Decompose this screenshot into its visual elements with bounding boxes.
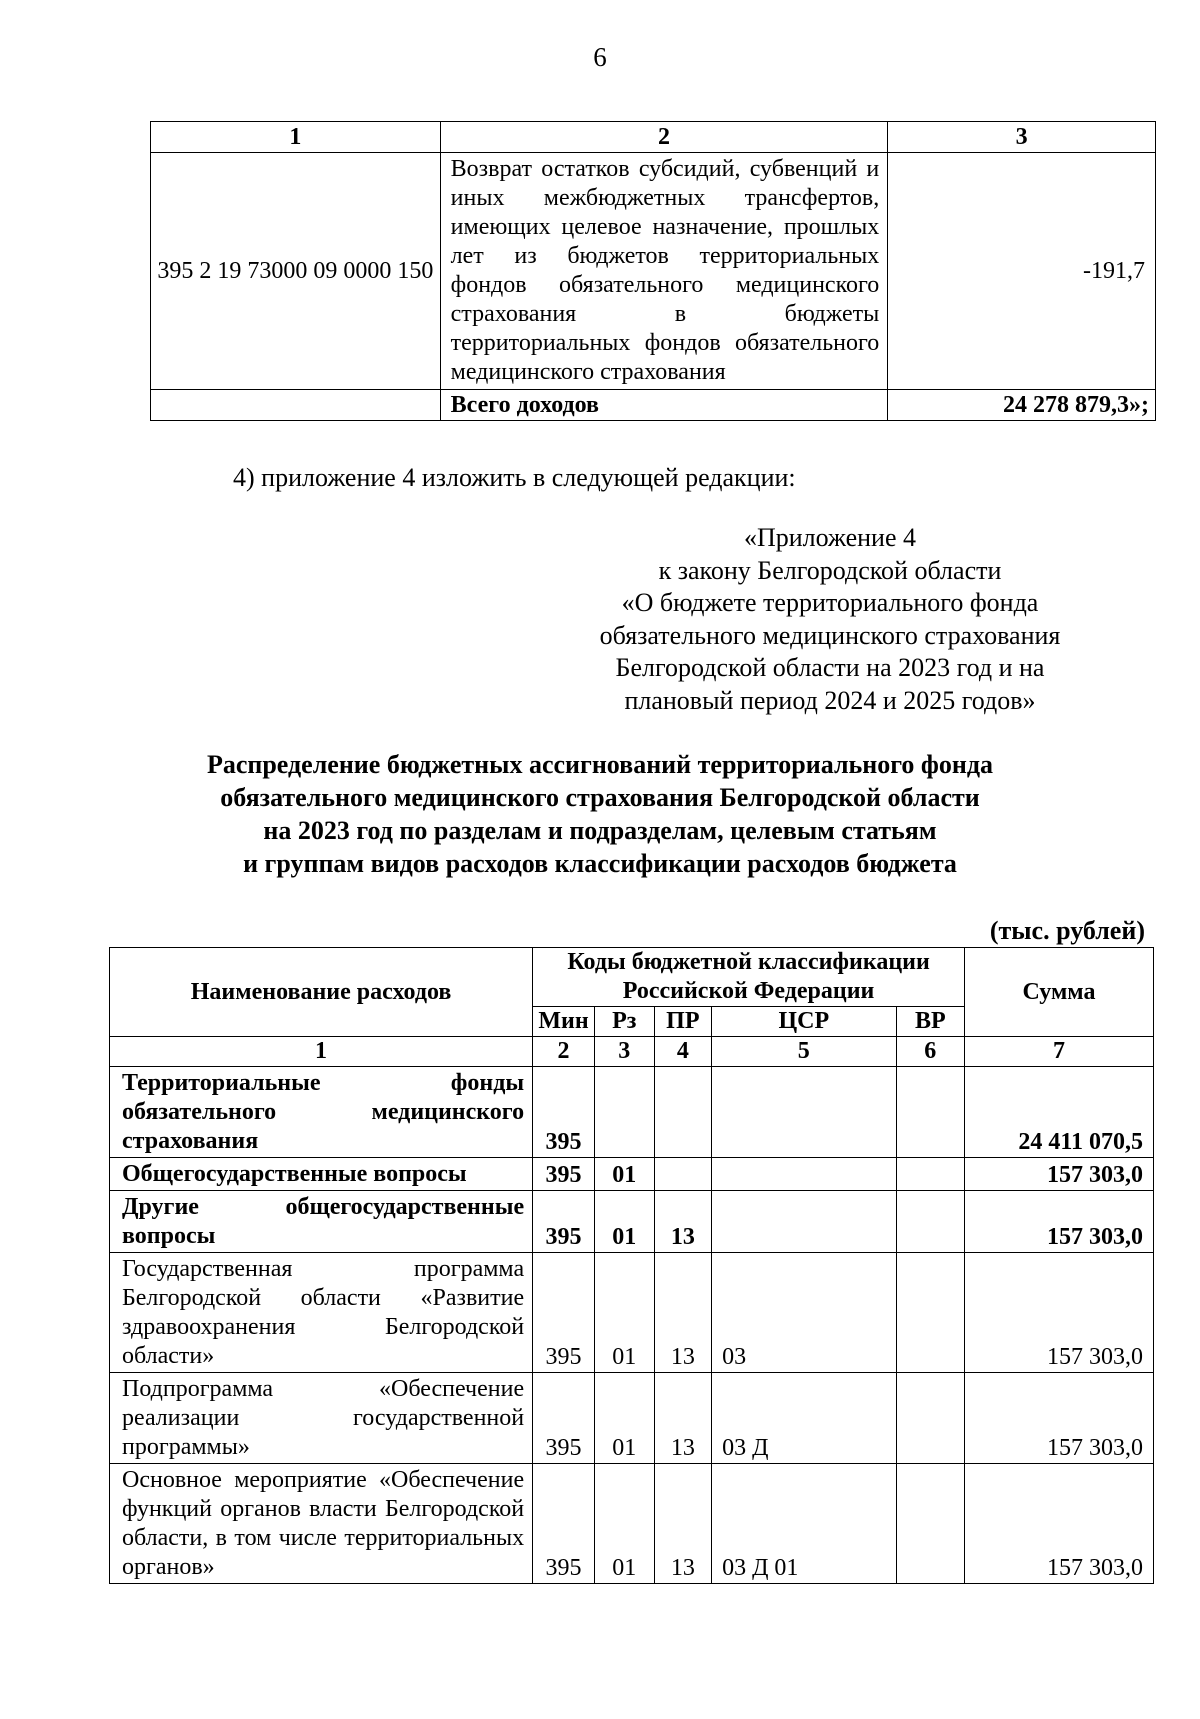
amendment-paragraph: 4) приложение 4 изложить в следующей редакции: bbox=[233, 463, 796, 492]
row-vr bbox=[896, 1464, 964, 1584]
row-csr: 03 bbox=[712, 1253, 896, 1373]
row-vr bbox=[896, 1067, 964, 1158]
row-name: Территориальные фонды обязательного медицинского страхования bbox=[110, 1067, 533, 1158]
heading-line: обязательного медицинского страхования Белгородской области bbox=[220, 783, 980, 812]
row-rz: 01 bbox=[594, 1464, 654, 1584]
row-csr: 03 Д bbox=[712, 1373, 896, 1464]
appendix-line: «О бюджете территориального фонда bbox=[621, 588, 1039, 617]
row-sum: 157 303,0 bbox=[965, 1253, 1154, 1373]
row-rz: 01 bbox=[594, 1253, 654, 1373]
page-number: 6 bbox=[593, 42, 607, 72]
row-vr bbox=[896, 1253, 964, 1373]
unit-label: (тыс. рублей) bbox=[989, 916, 1145, 945]
row-min: 395 bbox=[533, 1158, 595, 1191]
income-table-row bbox=[151, 153, 1156, 390]
heading-line: Распределение бюджетных ассигнований территориального фонда bbox=[206, 750, 994, 779]
header-vr: ВР bbox=[896, 1007, 964, 1037]
income-total-row bbox=[151, 390, 1156, 421]
table-row bbox=[110, 1464, 1154, 1584]
row-vr bbox=[896, 1191, 964, 1253]
row-vr bbox=[896, 1373, 964, 1464]
appendix-caption bbox=[580, 522, 1080, 717]
row-min: 395 bbox=[533, 1191, 595, 1253]
col-number: 6 bbox=[896, 1037, 964, 1067]
row-pr: 13 bbox=[654, 1464, 711, 1584]
col-number: 2 bbox=[533, 1037, 595, 1067]
header-codes: Коды бюджетной классификации Российской Федерации bbox=[533, 948, 965, 1007]
appendix-line: обязательного медицинского страхования bbox=[599, 620, 1061, 650]
col-number: 3 bbox=[594, 1037, 654, 1067]
row-sum: 157 303,0 bbox=[965, 1191, 1154, 1253]
row-sum: 157 303,0 bbox=[965, 1158, 1154, 1191]
appendix-line: «Приложение 4 bbox=[743, 523, 917, 552]
header-name: Наименование расходов bbox=[110, 948, 533, 1037]
col-number: 4 bbox=[654, 1037, 711, 1067]
table-row bbox=[110, 1158, 1154, 1191]
row-name: Подпрограмма «Обеспечение реализации государственной программы» bbox=[110, 1373, 533, 1464]
income-col-1-header: 1 bbox=[151, 122, 441, 153]
header-rz: Рз bbox=[594, 1007, 654, 1037]
heading-line: на 2023 год по разделам и подразделам, целевым статьям bbox=[263, 816, 937, 845]
row-csr bbox=[712, 1191, 896, 1253]
appendix-line: к закону Белгородской области bbox=[658, 555, 1002, 585]
expense-header-row bbox=[110, 948, 1154, 1007]
row-csr: 03 Д 01 bbox=[712, 1464, 896, 1584]
table-row bbox=[110, 1067, 1154, 1158]
row-csr bbox=[712, 1067, 896, 1158]
row-sum: 157 303,0 bbox=[965, 1373, 1154, 1464]
income-total-empty bbox=[151, 390, 441, 421]
row-csr bbox=[712, 1158, 896, 1191]
column-number-row bbox=[110, 1037, 1154, 1067]
income-total-amount: 24 278 879,3»; bbox=[888, 390, 1156, 421]
row-sum: 24 411 070,5 bbox=[965, 1067, 1154, 1158]
row-pr: 13 bbox=[654, 1253, 711, 1373]
col-number: 1 bbox=[110, 1037, 533, 1067]
row-rz bbox=[594, 1067, 654, 1158]
row-name: Общегосударственные вопросы bbox=[110, 1158, 533, 1191]
row-min: 395 bbox=[533, 1464, 595, 1584]
income-code: 395 2 19 73000 09 0000 150 bbox=[151, 153, 441, 390]
row-name: Другие общегосударственные вопросы bbox=[110, 1191, 533, 1253]
col-number: 7 bbox=[965, 1037, 1154, 1067]
table-row bbox=[110, 1253, 1154, 1373]
income-col-2-header: 2 bbox=[440, 122, 888, 153]
heading-line: и группам видов расходов классификации расходов бюджета bbox=[243, 849, 957, 878]
appendix-line: плановый период 2024 и 2025 годов» bbox=[624, 685, 1036, 715]
row-pr bbox=[654, 1158, 711, 1191]
header-min: Мин bbox=[533, 1007, 595, 1037]
table-row bbox=[110, 1373, 1154, 1464]
row-rz: 01 bbox=[594, 1158, 654, 1191]
expense-table bbox=[109, 947, 1154, 1584]
row-pr: 13 bbox=[654, 1373, 711, 1464]
row-name: Государственная программа Белгородской области «Развитие здравоохранения Белгородской области» bbox=[110, 1253, 533, 1373]
row-rz: 01 bbox=[594, 1373, 654, 1464]
row-name: Основное мероприятие «Обеспечение функций органов власти Белгородской области, в том числе территориальных органов» bbox=[110, 1464, 533, 1584]
row-pr: 13 bbox=[654, 1191, 711, 1253]
section-heading bbox=[120, 748, 1080, 880]
income-description: Возврат остатков субсидий, субвенций и иных межбюджетных трансфертов, имеющих целевое назначение, прошлых лет из бюджетов территориальных фондов обязательного медицинского страхования в бюджеты территориальных фондов обязательного медицинского страхования bbox=[440, 153, 888, 390]
table-row bbox=[110, 1191, 1154, 1253]
row-vr bbox=[896, 1158, 964, 1191]
income-col-3-header: 3 bbox=[888, 122, 1156, 153]
appendix-line: Белгородской области на 2023 год и на bbox=[615, 653, 1045, 682]
col-number: 5 bbox=[712, 1037, 896, 1067]
row-min: 395 bbox=[533, 1373, 595, 1464]
income-table-header bbox=[151, 122, 1156, 153]
income-table bbox=[150, 121, 1156, 421]
row-rz: 01 bbox=[594, 1191, 654, 1253]
income-total-label: Всего доходов bbox=[440, 390, 888, 421]
income-amount: -191,7 bbox=[888, 153, 1156, 390]
header-pr: ПР bbox=[654, 1007, 711, 1037]
row-pr bbox=[654, 1067, 711, 1158]
row-min: 395 bbox=[533, 1067, 595, 1158]
row-min: 395 bbox=[533, 1253, 595, 1373]
header-sum: Сумма bbox=[965, 948, 1154, 1037]
row-sum: 157 303,0 bbox=[965, 1464, 1154, 1584]
header-csr: ЦСР bbox=[712, 1007, 896, 1037]
